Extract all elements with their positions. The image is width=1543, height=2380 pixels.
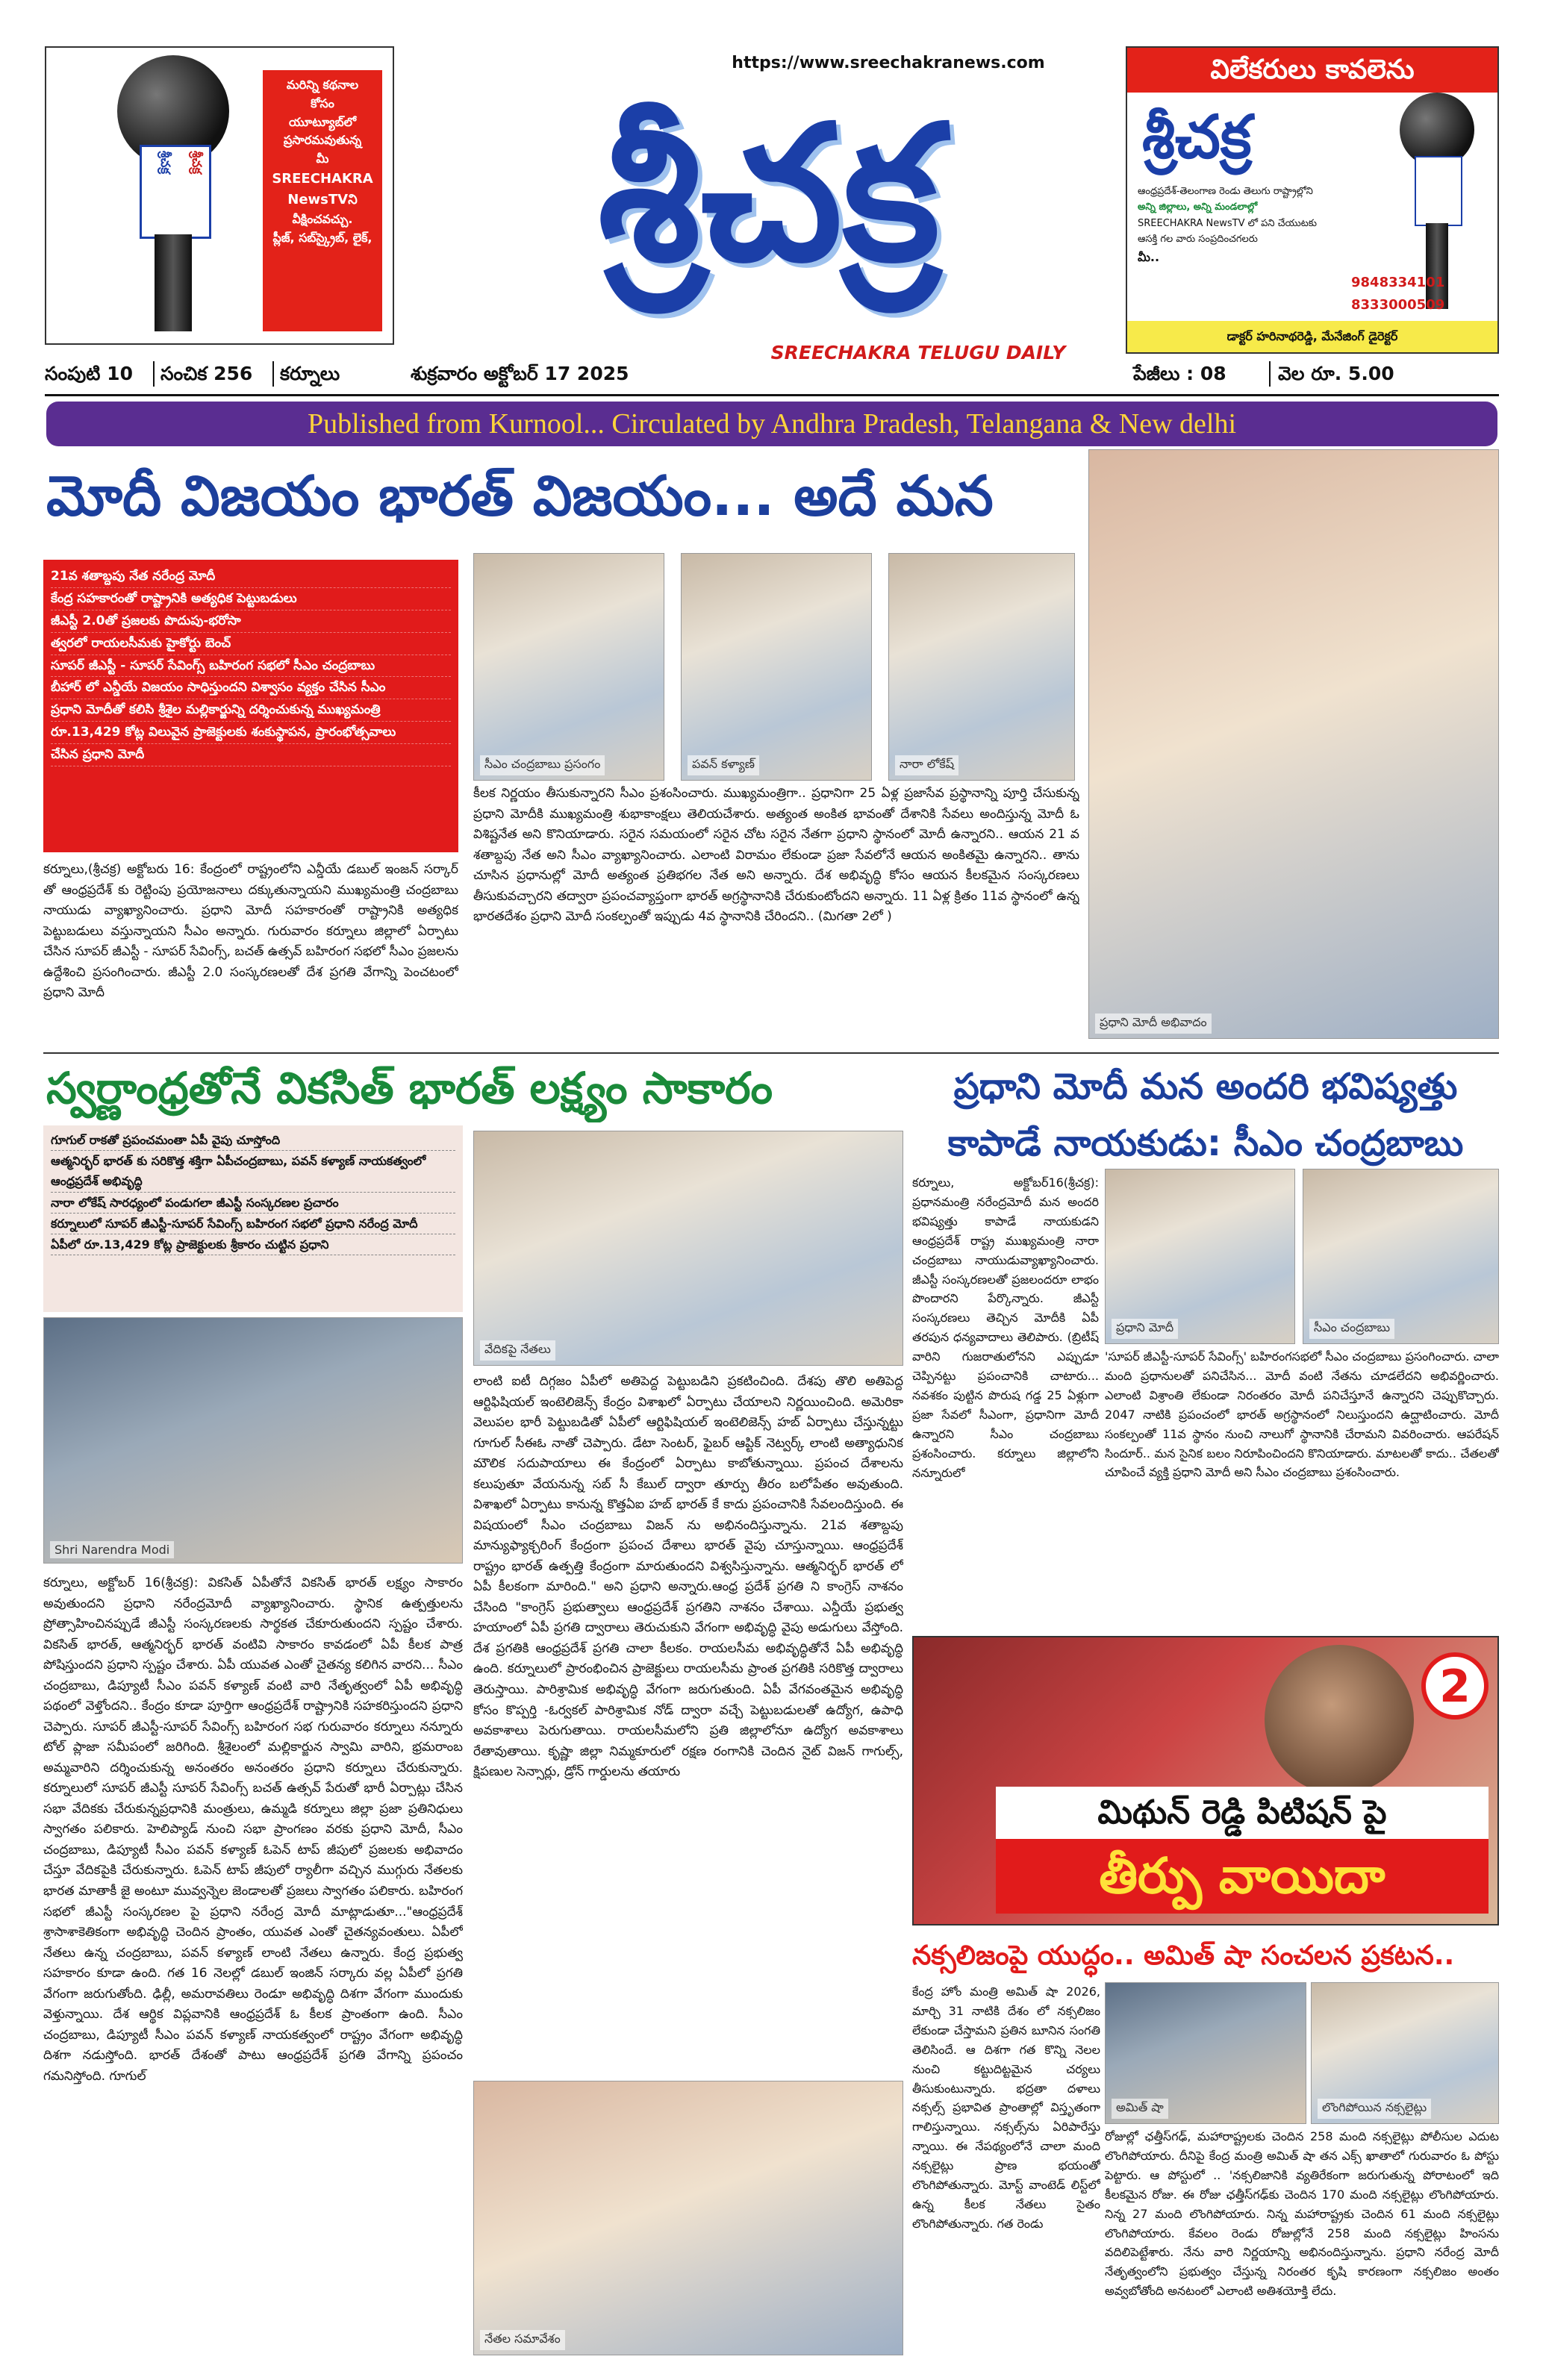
microphone-icon (87, 55, 252, 339)
ad-detail-line: SREECHAKRA NewsTV లో పని చేయుటకు (1138, 217, 1318, 229)
story3-column-left: కర్నూలు, అక్టోబర్16(శ్రీచక్ర): ప్రధానమంత్రి నరేంద్రమోదీ మన అందరి భవిష్యత్తు కాపాడే నాయకుడని ఆంధ్రప్రదేశ్ రాష్ట్ర ముఖ్యమంత్రి నారా చంద్రబాబు నాయుడువ్యాఖ్యానించారు. జీఎస్టీ సంస్కరణలతో ప్రజలందరూ లాభం పొందారని పేర్కొన్నారు. జీఎస్టీ సంస్కరణలు తెచ్చిన మోదీకి ఏపీ తరపున ధన్యవాదాలు తెలిపారు. (బ్రిటీష్ వారిని గుజరాతులోనని ఎప్పుడూ చెప్పినట్టు ప్రపంచానికి చాటారు... నవశకం పుట్టిన పొరుష గడ్డ 25 ఏళ్లుగా ప్రజా సేవలో సీఎంగా, ప్రధానిగా మోదీ ఉన్నారని సీఎం చంద్రబాబు ప్రశంసించారు. కర్నూలు జిల్లాలోని నన్నూరులో (912, 1175, 1099, 1480)
edition-rule (45, 394, 1499, 396)
ad-detail-line: మీ.. (1138, 249, 1160, 264)
photo-modi-podium: Shri Narendra Modi (43, 1317, 463, 1564)
masthead-logo: శ్రీచక్ర (598, 85, 940, 302)
story4-headline: నక్సలిజంపై యుద్ధం.. అమిత్ షా సంచలన ప్రకటన.. (912, 1940, 1455, 1971)
price: వెల రూ. 5.00 (1278, 363, 1394, 384)
bullet-item: చేసిన ప్రధాని మోదీ (51, 744, 451, 766)
ad-line: మరిన్ని కథనాల (286, 78, 359, 92)
ad-line: NewsTVని (287, 191, 358, 207)
photo-stage-leaders: వేదికపై నేతలు (473, 1131, 903, 1366)
reporter-wanted-ad (1126, 46, 1499, 354)
youtube-ad-box (45, 46, 394, 345)
photo-pawan-kalyan: పవన్ కళ్యాణ్ (681, 553, 872, 781)
photo-amit-shah: అమిత్ షా (1105, 1982, 1306, 2124)
bullet-item: ఆత్మనిర్భర్ భారత్ కు సరికొత్త శక్తిగా ఏపీచంద్రబాబు, పవన్ కళ్యాణ్ నాయకత్వంలో ఆంధ్రప్రదేశ్ అభివృద్ధి (51, 1151, 455, 1192)
ad-details (1138, 184, 1377, 310)
bullet-item: ఏపీలో రూ.13,429 కోట్ల ప్రాజెక్టులకు శ్రీకారం చుట్టిన ప్రధాని (51, 1234, 455, 1255)
mic-label-1: శ్రీచక్ర (158, 151, 172, 175)
photo-chandrababu: సీఎం చంద్రబాబు ప్రసంగం (473, 553, 664, 781)
ad-line: యూట్యూబ్‌లో (288, 114, 357, 129)
mic-label-2: శ్రీచక్ర (189, 151, 204, 175)
story1-headline: మోదీ విజయం భారత్ విజయం... అదే మన (46, 464, 994, 528)
volume: సంపుటి 10 (45, 363, 133, 384)
bullet-item: సూపర్ జీఎస్టీ - సూపర్ సేవింగ్స్ బహిరంగ సభలో సీఎం చంద్రబాబు (51, 655, 451, 678)
story2-column-2: లాంటి ఐటీ దిగ్గజం ఏపీలో అతిపెద్ద పెట్టుబడిని ప్రకటించింది. దేశపు తొలి అతిపెద్ద ఆర్టిఫిషియల్ ఇంటెలిజెన్స్ కేంద్రం విశాఖలో ఏర్పాటు చేయాలని నిర్ణయించింది. అమెరికా వెలుపల భారీ పెట్టుబడితో ఏపీలో ఆర్టిఫిషియల్ ఇంటెలిజెన్స్ హబ్ ఏర్పాటు చేస్తున్నట్టు గూగుల్ సీఈఓ నాతో చెప్పారు. డేటా సెంటర్, ఫైబర్ ఆప్టిక్ నెట్వర్క్ లాంటి అత్యాధునిక మౌలిక సదుపాయాలు ఈ కేంద్రంలో ఏర్పాటు కాబోతున్నాయి. ప్రపంచ దేశాలను కలుపుతూ వేయనున్న సబ్ సీ కేబుల్ ద్వారా తూర్పు తీరం బలోపేతం అవుతుంది. విశాఖలో ఏర్పాటు కానున్న కొత్తఏఐ హబ్ భారత్ కే కాదు ప్రపంచానికి సేవలందిస్తుంది. ఈ విషయంలో సీఎం చంద్రబాబు విజన్ ను అభినందిస్తున్నాను. 21వ శతాబ్దపు మాన్యుఫ్యాక్చరింగ్ కేంద్రంగా ప్రపంచ దేశాలు భారత్ వైపు చూస్తున్నాయి. ఆంధ్రప్రదేశ్ రాష్ట్రం భారత్ ఉత్పత్తి కేంద్రంగా మారుతుందని విశ్వసిస్తున్నాను. ఆత్మనిర్భర్ భారత్ లో ఏపీ కీలకంగా మారింది." అని ప్రధాని అన్నారు.ఆంధ్ర ప్రదేశ్ ప్రగతి ని కాంగ్రెస్ నాశనం చేసింది "కాంగ్రెస్ ప్రభుత్వాలు ఆంధ్రప్రదేశ్ ప్రగతిని నాశనం చేశాయి. ఎన్డీయే ప్రభుత్వ హయాంలో ఏపీ ప్రగతి ద్వారాలు తెరుచుకుని వేగంగా అభివృద్ధి వైపు అడుగులు వేస్తోంది. దేశ ప్రగతికి ఆంధ్రప్రదేశ్ ప్రగతి చాలా కీలకం. రాయలసీమ అభివృద్ధితోనే ఏపీ అభివృద్ధి ఉంది. కర్నూలులో ప్రారంభించిన ప్రాజెక్టులు రాయలసీమ ప్రాంత ప్రగతికి సరికొత్త ద్వారాలు తెరుస్తాయి. పారిశ్రామిక అభివృద్ధి వేగంగా జరుగుతుంది. ఏపీ వేగవంతమైన అభివృద్ధి కోసం కొప్పర్తి -ఓర్వకల్ పారిశ్రామిక నోడ్ ద్వారా వచ్చే పెట్టుబడులతో ఉద్యోగ, ఉపాధి అవకాశాలు పెరుగుతాయి. రాయలసీమలోని ప్రతి జిల్లాలోనూ ఉద్యోగ అవకాశాలు రేతావుతాయి. కృష్ణా జిల్లా నిమ్మకూరులో రక్షణ రంగానికి చెందిన నైట్ విజన్ గాగుల్స్, క్షిపణుల సెన్సార్లు, డ్రోన్ గార్డులను తయారు (473, 1374, 903, 1780)
promo-line1: మిథున్ రెడ్డి పిటిషన్ పై (996, 1787, 1489, 1839)
story3-headline-line1: ప్రధాని మోదీ మన అందరి భవిష్యత్తు (953, 1066, 1458, 1108)
photo-lokesh: నారా లోకేష్ (888, 553, 1075, 781)
ad-contact: డాక్టర్ హరినాథరెడ్డి, మేనేజింగ్ డైరెక్టర్ (1127, 321, 1497, 352)
promo-photo (1265, 1645, 1414, 1794)
story2-column-1: కర్నూలు, అక్టోబర్ 16(శ్రీచక్ర): వికసిత్ ఏపీతోనే వికసిత్ భారత్ లక్ష్యం సాకారం అవుతుందని ప్రధాని నరేంద్రమోదీ వ్యాఖ్యానించారు. స్థానిక ఉత్పత్తులను ప్రోత్సాహించినప్పుడే జీఎస్టీ సంస్కరణలకు సార్థకత చేకూరుతుందని స్పష్టం చేశారు. వికసిత్ భారత్, ఆత్మనిర్భర్ భారత్ వంటివి సాకారం కావడంలో ఏపీ కీలక పాత్ర పోషిస్తుందని ప్రధాని స్పష్టం చేశారు. ఏపీ యువత ఎంతో చైతన్య కలిగిన వారని... సీఎం చంద్రబాబు, డిప్యూటీ సీఎం పవన్ కళ్యాణ్ వంటి వారి నేతృత్వంలో ఏపీ అభివృద్ధి పథంలో వెళ్తోందని.. కేంద్రం కూడా పూర్తిగా ఆంధ్రప్రదేశ్ రాష్ట్రానికి సహకరిస్తుందని ప్రధాని చెప్పారు. సూపర్ జీఎస్టీ-సూపర్ సేవింగ్స్ బహిరంగ సభ గురువారం కర్నూలు నన్నూరు టోల్ ప్లాజా సమీపంలో జరిగింది. శ్రీశైలంలో మల్లికార్జున స్వామి వారిని, భ్రమరాంబ అమ్మవారిని దర్శించుకున్న అనంతరం అనంతరం ప్రధాని కర్నూలు చేరుకున్నారు. కర్నూలులో సూపర్ జీఎస్టీ సూపర్ సేవింగ్స్ బచత్ ఉత్సవ్ పేరుతో భారీ ఏర్పాట్లు చేసిన సభా వేదికకు చేరుకున్నప్రధానికి మంత్రులు, ఉమ్మడి కర్నూలు జిల్లా ప్రజా ప్రతినిధులు స్వాగతం పలికారు. హెలిప్యాడ్ నుంచి సభా ప్రాంగణం వరకు ప్రధాని మోదీ, సీఎం చంద్రబాబు, డిప్యూటీ సీఎం పవన్ కళ్యాణ్ ఓపెన్ టాప్ జీపులో ప్రజలకు అభివాదం చేస్తూ వేదికపైకి చేరుకున్నారు. ఓపెన్ టాప్ జీపులో ర్యాలీగా వచ్చిన ముగ్గురు నేతలకు భారత మాతాకీ జై అంటూ మువ్వన్నెల జెండాలతో ప్రజలు స్వాగతం పలికారు. బహిరంగ సభలో జీఎస్టీ సంస్కరణల పై ప్రధాని నరేంద్ర మోదీ మాట్లాడుతూ..."ఆంధ్రప్రదేశ్ శ్రాసాశాకెతికంగా అభివృద్ధి చెందిన ప్రాంతం, యువత ఎంతో చైతన్యవంతులు. ఏపీలో నేతలు ఉన్న చంద్రబాబు, పవన్ కళ్యాణ్ లాంటి నేతలు ఉన్నారు. కేంద్ర ప్రభుత్వ సహకారం కూడా ఉంది. గత 16 నెలల్లో డబుల్ ఇంజిన్ సర్కారు వల్ల ఏపీలో ప్రగతి వేగంగా జరుగుతోంది. ఢిల్లీ, అమరావతిలు రెండూ అభివృద్ధి దిశగా వేగంగా ముందుకు వెళ్తున్నాయి. దేశ ఆర్థిక విప్లవానికి ఆంధ్రప్రదేశ్ ఓ కీలక ప్రాంతంగా ఉంది. సీఎం చంద్రబాబు, డిప్యూటీ సీఎం పవన్ కళ్యాణ్ నాయకత్వంలో రాష్ట్రం వేగంగా అభివృద్ధి దిశగా నడుస్తోంది. భారత్ దేశంతో పాటు ఆంధ్రప్రదేశ్ ప్రగతి వేగాన్ని ప్రపంచం గమనిస్తోంది. గూగుల్ (43, 1575, 463, 2084)
ad-detail-line: ఆంధ్రప్రదేశ్-తెలంగాణ రెండు తెలుగు రాష్ట్రాల్లోని (1138, 186, 1313, 197)
bullet-item: కేంద్ర సహకారంతో రాష్ట్రానికి అత్యధిక పెట్టుబడులు (51, 588, 451, 610)
ad-line: SREECHAKRA (272, 170, 373, 187)
story2-headline: స్వర్ణాంధ్రతోనే వికసిత్ భారత్ లక్ష్యం సాకారం (46, 1063, 773, 1114)
photo-modi-portrait: ప్రధాని మోదీ (1105, 1169, 1295, 1344)
bullet-item: జీఎస్టీ 2.0తో ప్రజలకు పొదుపు-భరోసా (51, 610, 451, 633)
date: శుక్రవారం అక్టోబర్ 17 2025 (411, 363, 629, 384)
phone-number[interactable]: 9848334101 (1351, 275, 1445, 290)
ad-detail-line: ఆసక్తి గల వారు సంప్రదించగలరు (1138, 234, 1258, 246)
ad-title: విలేకరులు కావలెను (1127, 48, 1497, 93)
ad-line: ప్లీజ్, సబ్‌స్క్రైబ్, లైక్, (272, 230, 372, 245)
phone-number[interactable]: 8333000509 (1351, 297, 1445, 313)
bullet-item: రూ.13,429 కోట్ల విలువైన ప్రాజెక్టులకు శంకుస్థాపన, ప్రారంభోత్సవాలు (51, 722, 451, 744)
bullet-item: ప్రధాని మోదీతో కలిసి శ్రీశైల మల్లికార్జున్ని దర్శించుకున్న ముఖ్యమంత్రి (51, 699, 451, 722)
bullet-item: కర్నూలులో సూపర్ జీఎస్టీ-సూపర్ సేవింగ్స్ బహిరంగ సభలో ప్రధాని నరేంద్ర మోదీ (51, 1214, 455, 1234)
ad-line: కోసం (311, 96, 334, 110)
photo-leaders-group: నేతల సమావేశం (473, 2081, 903, 2355)
promo-graphic (912, 1636, 1499, 1925)
promo-line2: తీర్పు వాయిదా (996, 1839, 1489, 1914)
bullet-item: త్వరలో రాయలసీమకు హైకోర్టు బెంచ్ (51, 633, 451, 655)
photo-modi-waving: ప్రధాని మోదీ అభివాదం (1088, 449, 1499, 1039)
ad-line: వీక్షించవచ్చు. (292, 211, 353, 226)
ad-detail-line: అన్ని జిల్లాలు, అన్ని మండలాల్లో (1138, 202, 1258, 213)
edition-line (45, 355, 1090, 393)
pages-count: పేజీలు : 08 (1133, 363, 1226, 384)
story4-column-left: కేంద్ర హోం మంత్రి అమిత్ షా 2026, మార్చి 31 నాటికి దేశం లో నక్సలిజం లేకుండా చేస్తామని ప్రతిన బూనిన సంగతి తెలిసిందే. ఆ దిశగా గత కొన్ని నెలల నుంచి కట్టుదిట్టమైన చర్యలు తీసుకుంటున్నారు. భద్రతా దళాలు నక్సల్స్ ప్రభావిత ప్రాంతాల్లో విస్తృతంగా గాలిస్తున్నాయి. నక్సల్స్‌ను ఏరిపారేస్తు న్నాయి. ఈ నేపథ్యంలోనే చాలా మంది నక్సలైట్లు ప్రాణ భయంతో లొంగిపోతున్నారు. మోస్ట్ వాంటెడ్ లిస్ట్‌లో ఉన్న కీలక నేతలు సైతం లొంగిపోతున్నారు. గత రెండు (912, 1984, 1100, 2231)
ad-line: ప్రసారమవుతున్న (283, 133, 362, 148)
story4-column-right: రోజుల్లో ఛత్తీస్‌గఢ్, మహారాష్ట్రలకు చెందిన 258 మంది నక్సలైట్లు పోలీసుల ఎదుట లొంగిపోయారు. దీనిపై కేంద్ర మంత్రి అమిత్ షా తన ఎక్స్ ఖాతాలో గురువారం ఓ పోస్టు పెట్టారు. ఆ పోస్టులో .. 'నక్సలిజానికి వ్యతిరేకంగా జరుగుతున్న పోరాటంలో ఇది కీలకమైన రోజు. ఈ రోజు ఛత్తీస్‌గఢ్‌కు చెందిన 170 మంది నక్సలైట్లు లొంగిపోయారు. నిన్న 27 మంది లొంగిపోయారు. నిన్న మహారాష్ట్రకు చెందిన 61 మంది నక్సలైట్లు లొంగిపోయారు. కేవలం రెండు రోజుల్లోనే 258 మంది నక్సలైట్లు హింసను వదిలిపెట్టేశారు. నేను వారి నిర్ణయాన్ని అభినందిస్తున్నాను. ప్రధాని నరేంద్ర మోదీ నేతృత్వంలోని ప్రభుత్వం చేస్తున్న నిరంతర కృషి కారణంగా నక్సలిజం అంతం అవ్వబోతోంది అనటంలో ఎలాంటి అతిశయోక్తి లేదు. (1105, 2129, 1499, 2299)
bullet-item: బీహార్ లో ఎన్డీయే విజయం సాధిస్తుందని విశ్వాసం వ్యక్తం చేసిన సీఎం (51, 677, 451, 699)
story1-bullets (43, 560, 458, 852)
ad-text-panel (263, 70, 382, 331)
bullet-item: 21వ శతాబ్దపు నేత నరేంద్ర మోదీ (51, 566, 451, 588)
story3-column-right: 'సూపర్ జీఎస్టీ-సూపర్ సేవింగ్స్' బహిరంగసభలో సీఎం చంద్రబాబు ప్రసంగించారు. చాలా మంది ప్రధానులతో పనిచేసిన... మోదీ వంటి నేతను చూడలేదని అభివర్ణించారు. ఎలాంటి విశ్రాంతి లేకుండా నిరంతరం మోదీ పనిచేస్తూనే ఉన్నారని చెప్పుకొచ్చారు. 2047 నాటికి ప్రపంచంలో భారత్ అగ్రస్థానంలో నిలుస్తుందని ఉద్ఘాటించారు. మోదీ సంకల్పంతో 11వ స్థానం నుంచి నాలుగో స్థానానికి చేరామని వివరించారు. ఆపరేషన్ సిందూర్.. మన సైనిక బలం నిరూపించిందని కొనియాడారు. మాటలతో కాదు.. చేతలతో చూపించే వ్యక్తి ప్రధాని మోదీ అని సీఎం చంద్రబాబు ప్రశంసించారు. (1105, 1349, 1499, 1480)
masthead-english-name: SREECHAKRA TELUGU DAILY (770, 342, 1066, 363)
photo-surrendered-naxals: లొంగిపోయిన నక్సలైట్లు (1311, 1982, 1499, 2124)
promo-badge: 2 (1421, 1652, 1489, 1720)
story3-headline-line2: కాపాడే నాయకుడు: సీఎం చంద్రబాబు (947, 1122, 1464, 1164)
site-url[interactable]: https://www.sreechakranews.com (732, 54, 1045, 72)
issue: సంచిక 256 (160, 363, 253, 384)
ad-line: మీ (316, 152, 329, 166)
photo-chandrababu-portrait: సీఎం చంద్రబాబు (1303, 1169, 1499, 1344)
ad-logo: శ్రీచక్ర (1142, 102, 1252, 172)
story1-column-1: కర్నూలు,(శ్రీచక్ర) అక్టోబరు 16: కేంద్రంలో రాష్ట్రంలోని ఎన్డీయే డబుల్ ఇంజన్ సర్కార్ తో ఆంధ్రప్రదేశ్ కు రెట్టింపు ప్రయోజనాలు దక్కుతున్నాయని ముఖ్యమంత్రి చంద్రబాబు నాయుడు వ్యాఖ్యానించారు. ప్రధాని మోదీ సహకారంతో రాష్ట్రానికి అత్యధిక పెట్టుబడులు వస్తున్నాయని సీఎం అన్నారు. గురువారం కర్నూలు జిల్లాలో ఏర్పాటు చేసిన సూపర్ జీఎస్టీ - సూపర్ సేవింగ్స్, బచత్ ఉత్సవ్ బహిరంగ సభలో సీఎం ప్రజలను ఉద్దేశించి ప్రసంగించారు. జీఎస్టీ 2.0 సంస్కరణలతో దేశ ప్రగతి వేగాన్ని పెంచటంలో ప్రధాని మోదీ (43, 862, 458, 1001)
phone-box (1351, 272, 1493, 318)
bullet-item: నారా లోకేష్ సారధ్యంలో పండుగలా జీఎస్టీ సంస్కరణల ప్రచారం (51, 1193, 455, 1214)
story2-bullets (43, 1125, 463, 1312)
bullet-item: గూగుల్ రాకతో ప్రపంచమంతా ఏపీ వైపు చూస్తోంది (51, 1130, 455, 1151)
circulation-banner: Published from Kurnool... Circulated by Andhra Pradesh, Telangana & New delhi (46, 402, 1497, 446)
story1-column-2: కీలక నిర్ణయం తీసుకున్నారని సీఎం ప్రశంసించారు. ముఖ్యమంత్రిగా.. ప్రధానిగా 25 ఏళ్ల ప్రజాసేవ ప్రస్థానాన్ని పూర్తి చేసుకున్న ప్రధాని మోదీకి ముఖ్యమంత్రి శుభాకాంక్షలు తెలియచేశారు. అత్యంత అంకిత భావంతో దేశానికి సేవలు అందిస్తున్న మోదీ ఓ విశిష్టనేత అని కొనియాడారు. సరైన సమయంలో సరైన చోట సరైన నేతగా ప్రధాని స్థానంలో మోదీ ఉన్నారని.. ఆయన 21 వ శతాబ్దపు నేత అని సీఎం వ్యాఖ్యానించారు. ఎలాంటి విరామం లేకుండా ప్రజా సేవలోనే ఆయన అంకితమై ఉన్నారని.. తాను చూసిన ప్రధానుల్లో మోదీ అత్యంత ప్రతిభగల నేత అని అన్నారు. దేశ అభివృద్ధి కోసం ఆయన కీలకమైన సంస్కరణలు తీసుకువచ్చారని తద్వారా ప్రపంచవ్యాప్తంగా భారత్ అగ్రస్థానానికి చేరుకుంటోందని అన్నారు. 11 ఏళ్ల క్రితం 11వ స్థానంలో ఉన్న భారతదేశం ప్రధాని మోదీ సంకల్పంతో ఇప్పుడు 4వ స్థానానికి చేరిందని.. (మిగతా 2లో ) (473, 786, 1079, 925)
place: కర్నూలు (280, 363, 340, 384)
